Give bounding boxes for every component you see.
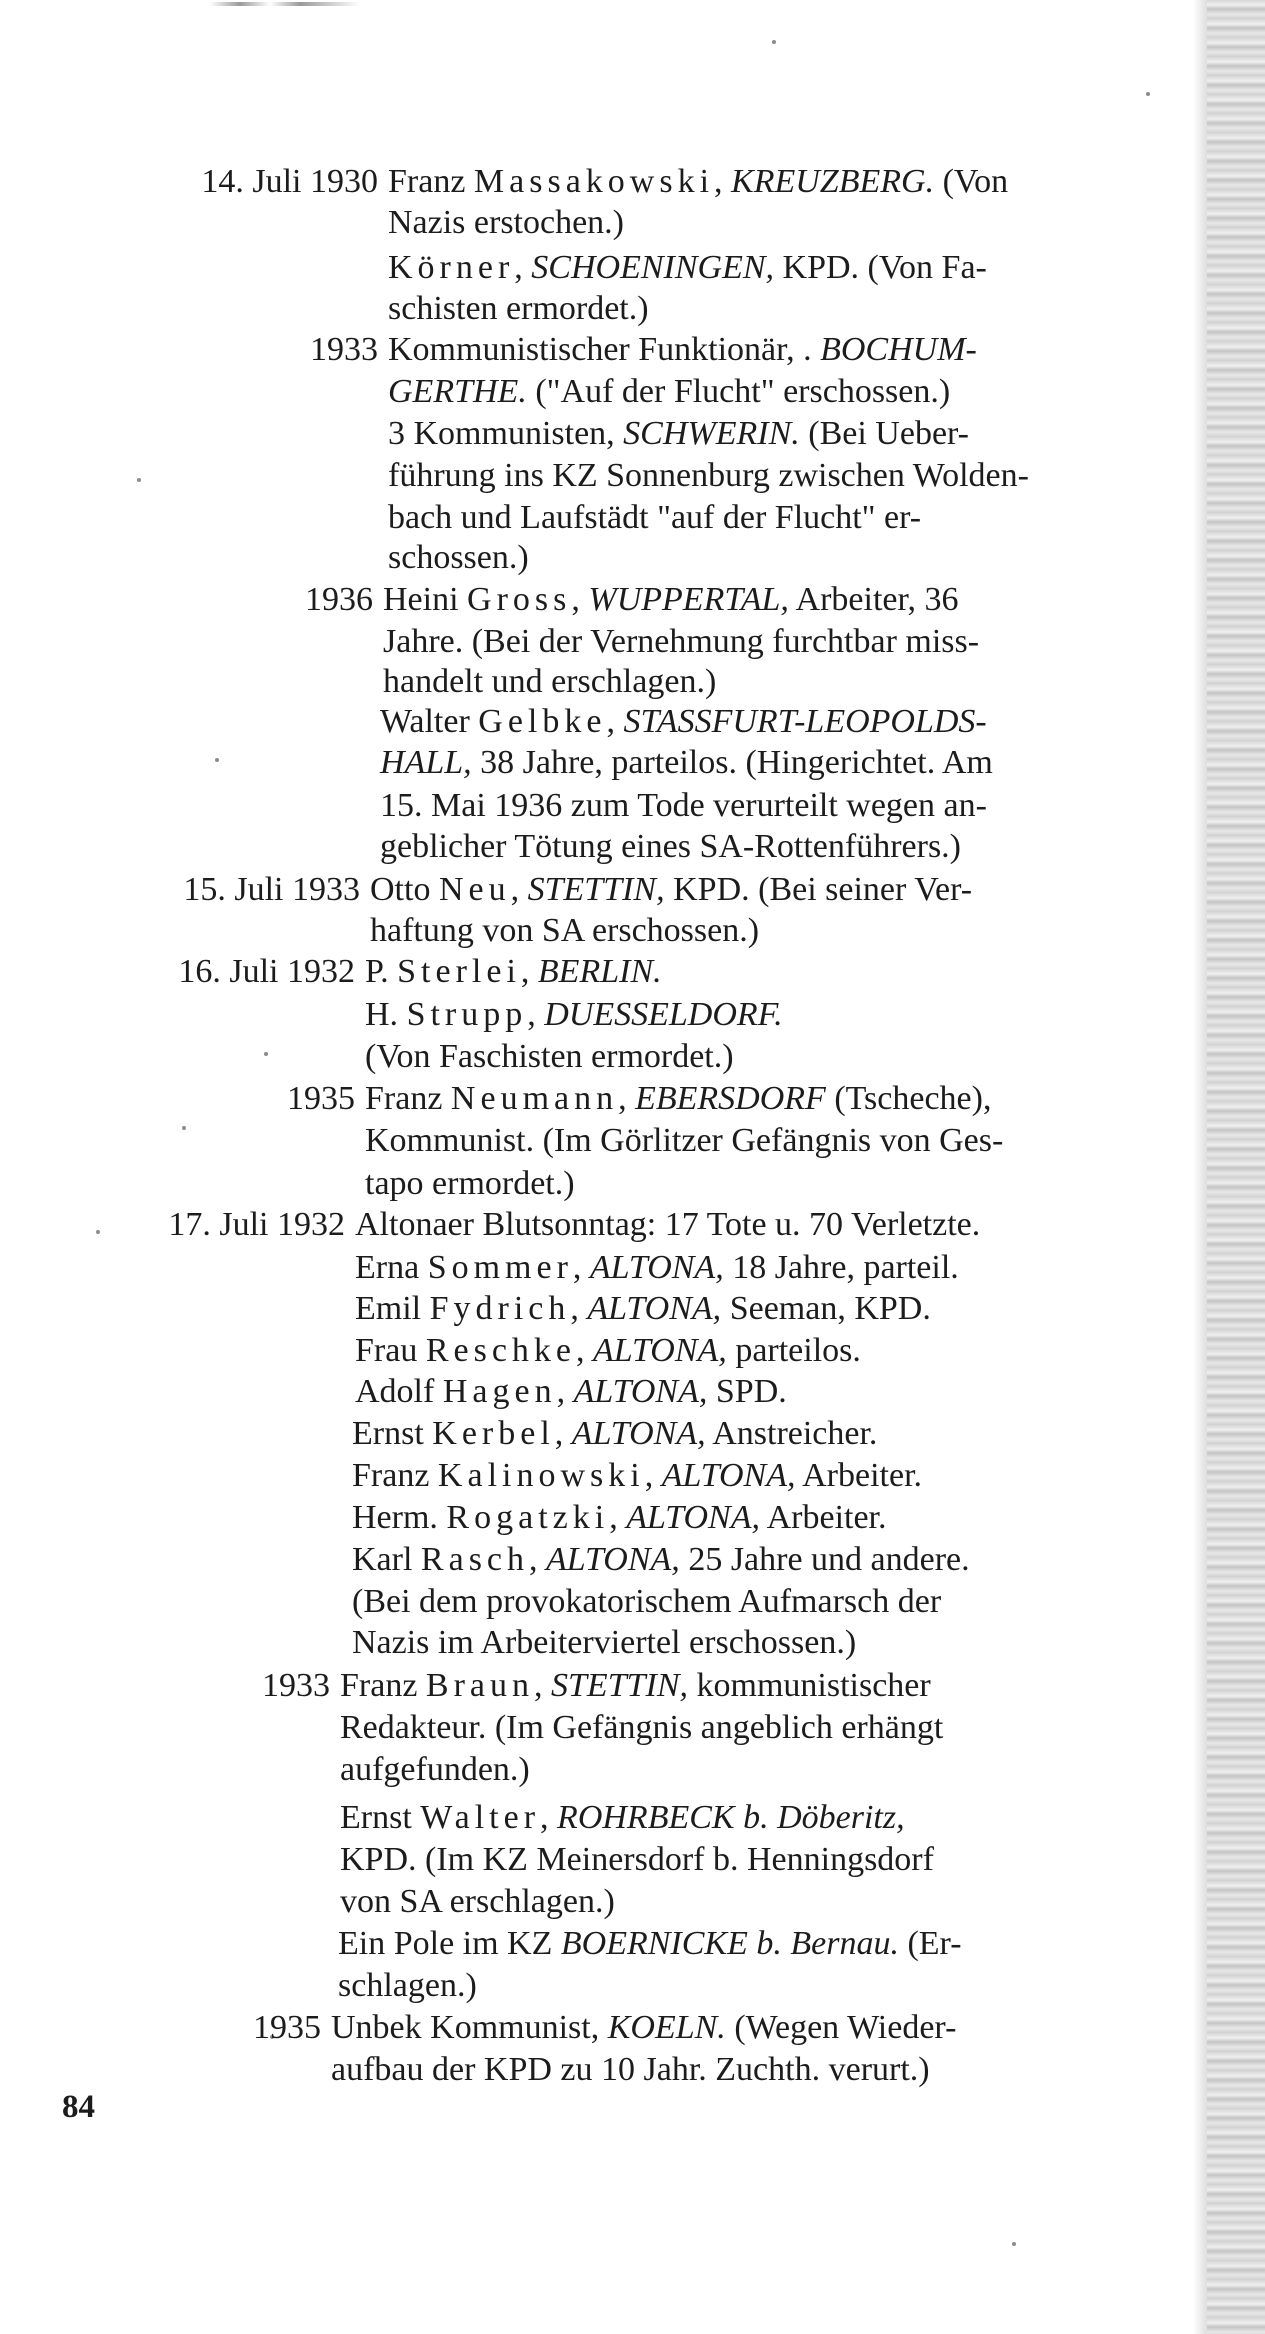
entry-text — [338, 1924, 962, 1964]
entry-line — [98, 330, 1238, 370]
print-smudge — [210, 2, 360, 6]
text-run: , — [618, 1080, 636, 1117]
print-speck — [772, 40, 776, 44]
date-label: 1933 — [310, 331, 378, 368]
text-run: 18 Jahre, parteil. — [723, 1249, 959, 1286]
person-name: Strupp — [406, 996, 528, 1033]
text-run: (Wegen Wieder- — [725, 2009, 957, 2046]
place-name: STETTIN, — [551, 1667, 689, 1704]
entry-text — [340, 1750, 530, 1790]
text-run: Nazis im Arbeiterviertel erschossen.) — [352, 1624, 857, 1661]
text-run: Jahre. (Bei der Vernehmung furchtbar miss- — [383, 623, 980, 660]
text-run: , — [714, 163, 732, 200]
entry-line — [62, 1456, 1202, 1496]
text-run: (Bei Ueber- — [799, 415, 970, 452]
entry-text — [388, 456, 1029, 496]
entry-text — [383, 580, 958, 620]
place-name: ALTONA, — [661, 1457, 796, 1494]
entry-line — [90, 743, 1230, 783]
entry-line — [62, 1498, 1202, 1538]
entry-line — [62, 1540, 1202, 1580]
place-name: ALTONA, — [589, 1249, 724, 1286]
date-label: 15. Juli 1933 — [183, 871, 360, 908]
text-run: Anstreicher. — [705, 1415, 878, 1452]
page-number: 84 — [62, 2089, 95, 2125]
entry-line — [98, 538, 1238, 578]
text-run: 3 Kommunisten, — [388, 415, 624, 452]
person-name: Sterlei — [397, 953, 521, 990]
entry-line — [62, 1582, 1202, 1622]
text-run: KPD. (Von Fa- — [774, 249, 987, 286]
text-run: SPD. — [707, 1373, 787, 1410]
entry-text — [355, 1372, 787, 1412]
entry-text — [388, 248, 987, 288]
text-run: 15. Mai 1936 zum Tode verurteilt wegen an- — [380, 787, 987, 824]
text-run: schisten ermordet.) — [388, 290, 649, 327]
date-label: 1935 — [253, 2009, 321, 2046]
place-name: BERLIN. — [537, 953, 662, 990]
text-run: aufgefunden.) — [340, 1751, 530, 1788]
entry-line — [75, 1121, 1215, 1161]
entry-text — [365, 995, 783, 1035]
entry-line — [98, 289, 1238, 329]
entry-line — [41, 2050, 1181, 2090]
person-name: Fydrich — [429, 1290, 571, 1327]
entry-text — [352, 1456, 922, 1496]
text-run: kommunistischer — [688, 1667, 931, 1704]
place-name: BOCHUM- — [820, 331, 977, 368]
entry-text — [380, 702, 987, 742]
entry-text — [331, 2050, 930, 2090]
text-run: aufbau der KPD zu 10 Jahr. Zuchth. verurt.) — [331, 2051, 930, 2088]
entry-text — [388, 538, 529, 578]
entry-line — [50, 1798, 1190, 1838]
entry-line — [80, 911, 1220, 951]
person-name: Gross — [467, 581, 572, 618]
text-run: Nazis erstochen.) — [388, 204, 625, 241]
place-name: ROHRBECK b. Döberitz, — [557, 1799, 905, 1836]
text-run: (Von Faschisten ermordet.) — [365, 1038, 734, 1075]
text-run: Walter — [380, 703, 479, 740]
entry-line — [50, 1882, 1190, 1922]
place-name: ALTONA, — [587, 1290, 722, 1327]
text-run: , — [554, 1415, 572, 1452]
entry-line — [62, 1414, 1202, 1454]
place-name: ALTONA, — [546, 1541, 680, 1578]
place-name: EBERSDORF — [635, 1080, 826, 1117]
entry-line — [65, 1331, 1205, 1371]
entry-line — [75, 1037, 1215, 1077]
text-run: Adolf — [355, 1373, 443, 1410]
person-name: Kalinowski — [437, 1457, 645, 1494]
entry-text — [355, 1248, 959, 1288]
entry-line — [98, 414, 1238, 454]
person-name: Hagen — [442, 1373, 557, 1410]
entry-line — [90, 702, 1230, 742]
place-name: KREUZBERG. — [731, 163, 935, 200]
text-run: Kommunist. (Im Görlitzer Gefängnis von Ges- — [365, 1122, 1004, 1159]
entry-text — [340, 1708, 943, 1748]
date-label: 1935 — [287, 1080, 355, 1117]
place-name: GERTHE. — [388, 373, 527, 410]
text-run: 25 Jahre und andere. — [679, 1541, 970, 1578]
text-run: Franz — [365, 1080, 451, 1117]
entry-text — [340, 1840, 934, 1880]
entry-text — [380, 827, 961, 867]
entry-line — [75, 1164, 1215, 1204]
place-name: ALTONA, — [593, 1332, 727, 1369]
entry-line — [48, 1966, 1188, 2006]
entry-text — [365, 952, 662, 992]
text-run: Franz — [352, 1457, 438, 1494]
date-label: 1936 — [305, 581, 373, 618]
entry-line — [80, 870, 1220, 910]
text-run: geblicher Tötung eines SA-Rottenführers.) — [380, 828, 962, 865]
text-run: schossen.) — [388, 539, 529, 576]
text-run: Arbeiter, 36 — [788, 581, 959, 618]
date-label: 16. Juli 1932 — [178, 953, 355, 990]
text-run: , — [609, 1499, 627, 1536]
text-run: Ein Pole im KZ — [338, 1925, 561, 1962]
text-run: Herm. — [352, 1499, 447, 1536]
text-run: 38 Jahre, parteilos. (Hingerichtet. Am — [471, 744, 993, 781]
text-run: (Von — [934, 163, 1009, 200]
text-run: , — [510, 871, 528, 908]
text-run: , — [520, 953, 538, 990]
person-name: Neumann — [450, 1080, 619, 1117]
text-run: tapo ermordet.) — [365, 1165, 575, 1202]
text-run: , — [529, 1541, 547, 1578]
text-run: Arbeiter. — [759, 1499, 887, 1536]
text-run: KPD. (Bei seiner Ver- — [664, 871, 973, 908]
place-name: WUPPERTAL, — [588, 581, 789, 618]
text-run: bach und Laufstädt "auf der Flucht" er- — [388, 499, 922, 536]
entry-line — [98, 456, 1238, 496]
person-name: Rogatzki — [446, 1499, 610, 1536]
text-run: P. — [365, 953, 398, 990]
text-run: Erna — [355, 1249, 428, 1286]
place-name: ALTONA, — [573, 1373, 708, 1410]
text-run: haftung von SA erschossen.) — [370, 912, 760, 949]
entry-text — [355, 1289, 931, 1329]
entry-line — [75, 952, 1215, 992]
text-run: , — [514, 249, 532, 286]
text-run: Ernst — [352, 1415, 433, 1452]
date-label: 17. Juli 1932 — [168, 1206, 345, 1243]
person-name: Kerbel — [432, 1415, 555, 1452]
place-name: ALTONA, — [571, 1415, 706, 1452]
text-run: Heini — [383, 581, 468, 618]
entry-line — [98, 203, 1238, 243]
place-name: KOELN. — [607, 2009, 726, 2046]
person-name: Rasch — [420, 1541, 530, 1578]
text-run: Franz — [340, 1667, 426, 1704]
entry-text — [355, 1331, 861, 1371]
entry-line — [98, 498, 1238, 538]
place-name: STASSFURT-LEOPOLDS- — [623, 703, 987, 740]
text-run: , — [534, 1667, 552, 1704]
entry-text — [365, 1037, 734, 1077]
entry-text — [388, 372, 950, 412]
entry-text — [383, 662, 716, 702]
person-name: Walter — [420, 1799, 541, 1836]
entry-text — [331, 2008, 956, 2048]
entry-text — [383, 622, 979, 662]
place-name: SCHOENINGEN, — [531, 249, 775, 286]
text-run: parteilos. — [726, 1332, 861, 1369]
entry-text — [388, 498, 921, 538]
entry-text — [380, 786, 987, 826]
entry-line — [90, 827, 1230, 867]
text-run: handelt und erschlagen.) — [383, 663, 717, 700]
text-run: Seeman, KPD. — [721, 1290, 931, 1327]
entry-line — [50, 1708, 1190, 1748]
entry-line — [65, 1289, 1205, 1329]
text-run: führung ins KZ Sonnenburg zwischen Wolden- — [388, 457, 1029, 494]
entry-line — [65, 1372, 1205, 1412]
text-run: Otto — [370, 871, 439, 908]
text-run: Emil — [355, 1290, 430, 1327]
text-run: KPD. (Im KZ Meinersdorf b. Henningsdorf — [340, 1841, 934, 1878]
text-run: Altonaer Blutsonntag: 17 Tote u. 70 Verletzte. — [355, 1206, 981, 1243]
print-speck — [1012, 2242, 1016, 2246]
entry-line — [90, 786, 1230, 826]
entry-text — [340, 1666, 931, 1706]
place-name: DUESSELDORF. — [544, 996, 783, 1033]
place-name: ALTONA, — [626, 1499, 760, 1536]
entry-text — [340, 1798, 905, 1838]
date-label: 14. Juli 1930 — [201, 163, 378, 200]
person-name: Neu — [438, 871, 511, 908]
text-run: , — [527, 996, 545, 1033]
text-run: Kommunistischer Funktionär, . — [388, 331, 821, 368]
entry-text — [340, 1882, 615, 1922]
entry-line — [93, 622, 1233, 662]
person-name: Sommer — [427, 1249, 573, 1286]
person-name: Reschke — [425, 1332, 577, 1369]
text-run: Karl — [352, 1541, 421, 1578]
place-name: HALL, — [380, 744, 472, 781]
entry-text — [380, 743, 993, 783]
text-run: , — [570, 1290, 588, 1327]
entry-text — [352, 1540, 970, 1580]
entry-line — [93, 580, 1233, 620]
place-name: STETTIN, — [527, 871, 665, 908]
entry-line — [41, 2008, 1181, 2048]
place-name: SCHWERIN. — [623, 415, 800, 452]
text-run: ("Auf der Flucht" erschossen.) — [526, 373, 951, 410]
text-run: Arbeiter. — [795, 1457, 923, 1494]
text-run: Frau — [355, 1332, 426, 1369]
entry-line — [75, 995, 1215, 1035]
text-run: , — [606, 703, 624, 740]
entry-line — [65, 1205, 1205, 1245]
entry-text — [365, 1079, 991, 1119]
text-run: , — [576, 1332, 594, 1369]
person-name: Körner — [388, 249, 515, 286]
text-run: Ernst — [340, 1799, 421, 1836]
entry-line — [65, 1248, 1205, 1288]
entry-text — [370, 911, 759, 951]
entry-text — [355, 1205, 980, 1245]
text-run: Unbek Kommunist, — [331, 2009, 608, 2046]
entry-text — [388, 162, 1008, 202]
entry-line — [50, 1666, 1190, 1706]
text-run: , — [540, 1799, 558, 1836]
text-run: , — [556, 1373, 574, 1410]
entry-line — [98, 248, 1238, 288]
text-run: (Er- — [898, 1925, 962, 1962]
person-name: Gelbke — [478, 703, 607, 740]
entry-line — [93, 662, 1233, 702]
text-run: Redakteur. (Im Gefängnis angeblich erhängt — [340, 1709, 944, 1746]
person-name: Braun — [425, 1667, 535, 1704]
entry-text — [388, 330, 977, 370]
date-label: 1933 — [262, 1667, 330, 1704]
entry-text — [352, 1414, 877, 1454]
entry-text — [388, 203, 624, 243]
place-name: BOERNICKE b. Bernau. — [560, 1925, 899, 1962]
entry-line — [75, 1079, 1215, 1119]
entry-line — [50, 1840, 1190, 1880]
entry-text — [352, 1582, 941, 1622]
entry-line — [50, 1750, 1190, 1790]
entry-line — [98, 162, 1238, 202]
text-run: von SA erschlagen.) — [340, 1883, 615, 1920]
print-speck — [1146, 92, 1150, 96]
text-run: (Tscheche), — [825, 1080, 992, 1117]
entry-text — [370, 870, 972, 910]
entry-text — [352, 1498, 887, 1538]
text-run: (Bei dem provokatorischem Aufmarsch der — [352, 1583, 942, 1620]
entry-text — [388, 414, 969, 454]
text-run: Franz — [388, 163, 474, 200]
text-run: , — [644, 1457, 662, 1494]
person-name: Massakowski — [473, 163, 715, 200]
entry-text — [365, 1121, 1003, 1161]
entry-text — [352, 1623, 856, 1663]
text-run: , — [571, 581, 589, 618]
entry-line — [62, 1623, 1202, 1663]
text-run: schlagen.) — [338, 1967, 477, 2004]
entry-line — [98, 372, 1238, 412]
entry-text — [338, 1966, 477, 2006]
entry-line — [48, 1924, 1188, 1964]
text-run: , — [572, 1249, 590, 1286]
entry-text — [365, 1164, 575, 1204]
text-run: H. — [365, 996, 407, 1033]
entry-text — [388, 289, 649, 329]
